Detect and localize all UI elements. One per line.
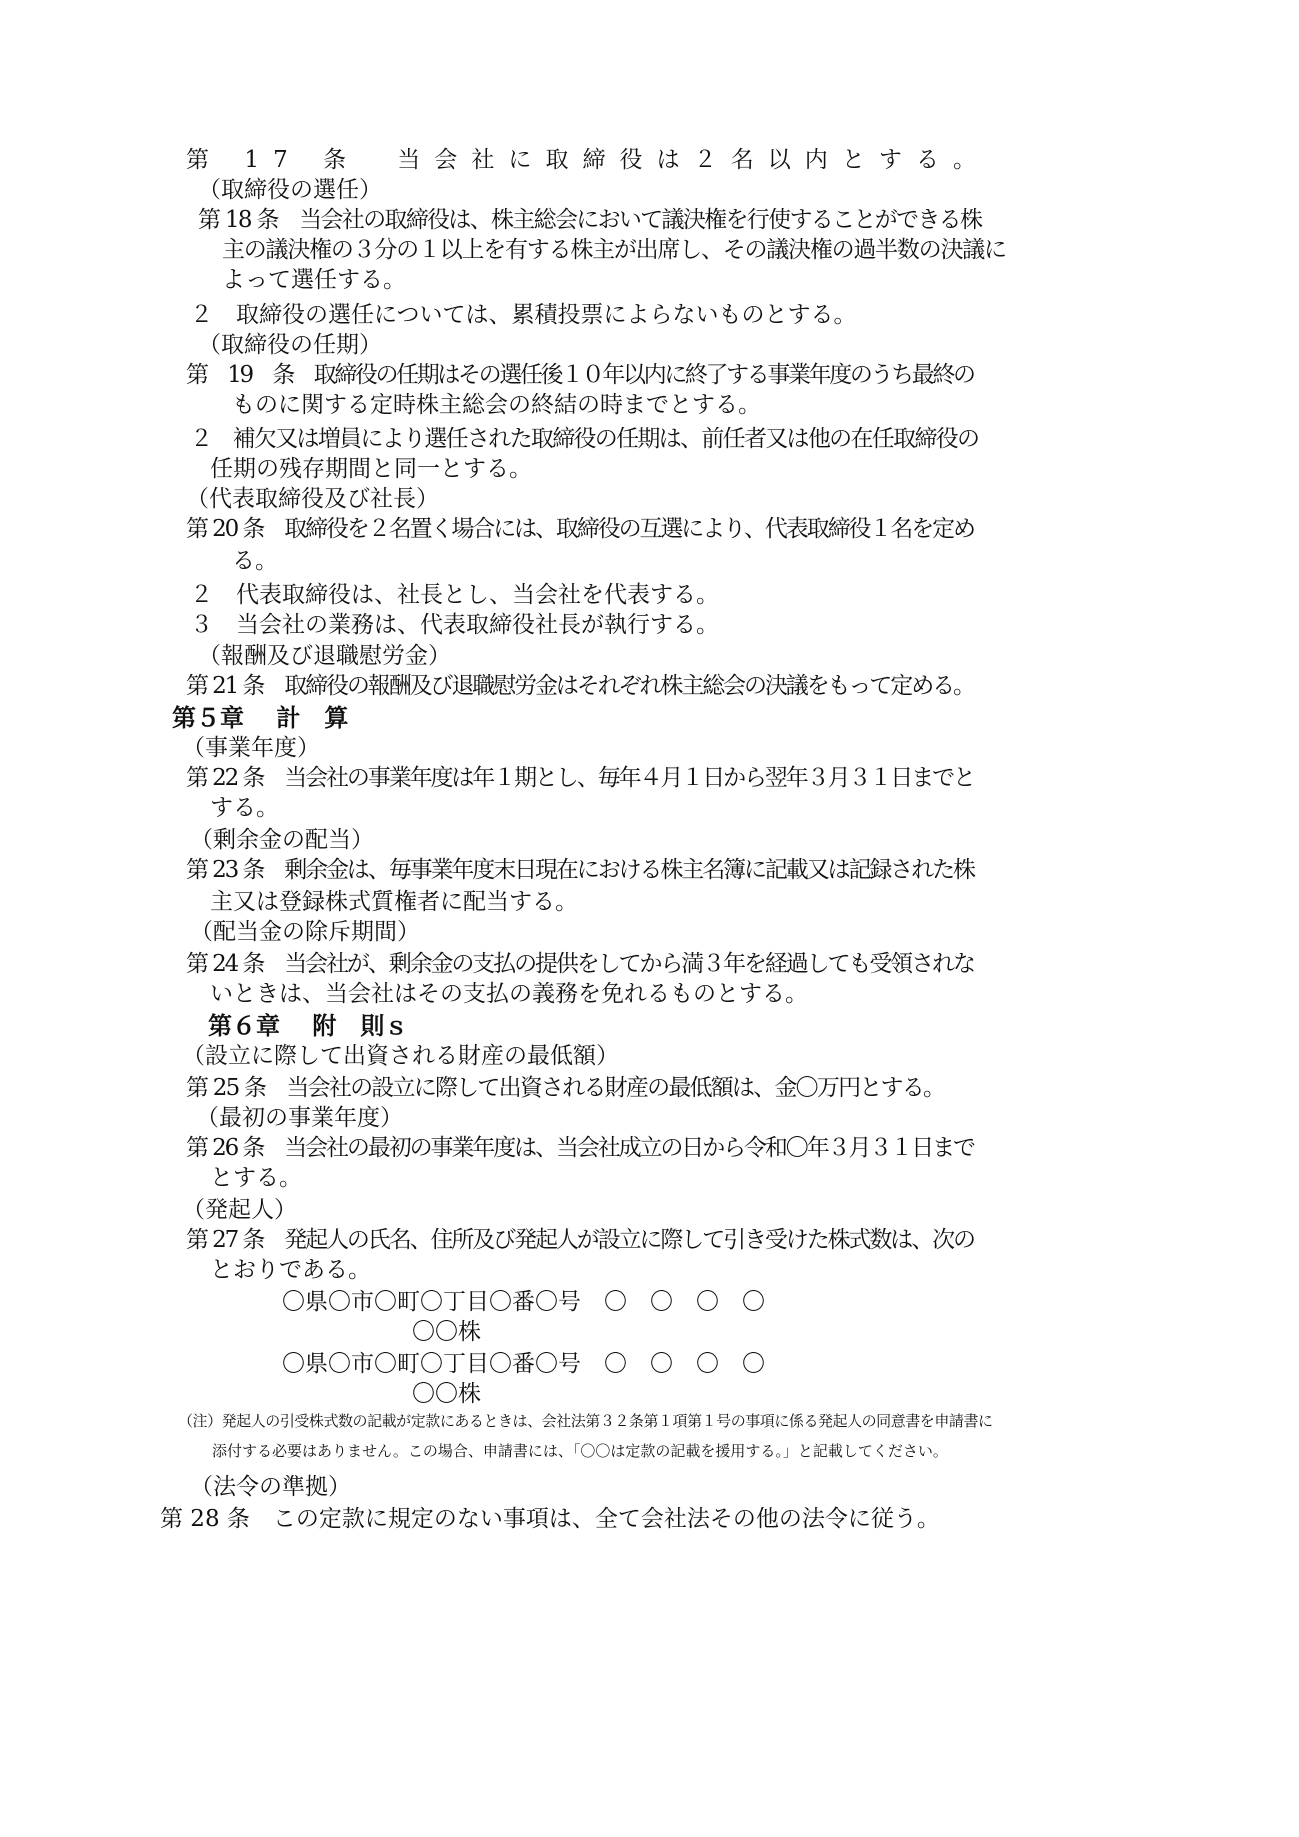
shares-line: 〇〇株 xyxy=(412,1319,481,1345)
article-line: 第 21 条 取締役の報酬及び退職慰労金はそれぞれ株主総会の決議をもって定める。 xyxy=(186,673,974,699)
chapter-line: 第５章 計 算 xyxy=(172,703,349,732)
caption-line: （発起人） xyxy=(182,1197,297,1223)
cont-line: する。 xyxy=(210,795,279,821)
article-line: 第 24 条 当会社が、剰余金の支払の提供をしてから満３年を経過しても受領されな xyxy=(186,951,974,977)
para-line: ２ 取締役の選任については、累積投票によらないものとする。 xyxy=(190,302,857,328)
article-line: 第 26 条 当会社の最初の事業年度は、当会社成立の日から令和〇年３月３１日まで xyxy=(186,1135,974,1161)
article-line: 第 28 条 この定款に規定のない事項は、全て会社法その他の法令に従う。 xyxy=(160,1506,940,1532)
caption-line: （事業年度） xyxy=(182,735,320,761)
note-line: 添付する必要はありません。この場合、申請書には、「〇〇は定款の記載を援用する。」と記載してください。 xyxy=(212,1442,948,1460)
article-line: 第 25 条 当会社の設立に際して出資される財産の最低額は、金〇万円とする。 xyxy=(186,1075,945,1101)
cont-line: とする。 xyxy=(210,1165,302,1191)
cont-line: 主又は登録株式質権者に配当する。 xyxy=(210,889,578,915)
cont-line: 主の議決権の３分の１以上を有する株主が出席し、その議決権の過半数の決議に xyxy=(222,237,1006,263)
caption-line: （配当金の除斥期間） xyxy=(190,919,420,945)
caption-line: （剰余金の配当） xyxy=(190,827,374,853)
article-line: 第 27 条 発起人の氏名、住所及び発起人が設立に際して引き受けた株式数は、次の xyxy=(186,1227,974,1253)
address-line: 〇県〇市〇町〇丁目〇番〇号 〇 〇 〇 〇 xyxy=(282,1289,765,1315)
article-line: 第 20 条 取締役を２名置く場合には、取締役の互選により、代表取締役１名を定め xyxy=(186,516,974,542)
shares-line: 〇〇株 xyxy=(412,1381,481,1407)
note-line: （注）発起人の引受株式数の記載が定款にあるときは、会社法第３２条第１項第１号の事項に係る発起人の同意書を申請書に xyxy=(178,1412,993,1430)
cont-line: いときは、当会社はその支払の義務を免れるものとする。 xyxy=(210,981,808,1007)
cont-line: とおりである。 xyxy=(210,1257,371,1283)
article-line: 第 22 条 当会社の事業年度は年１期とし、毎年４月１日から翌年３月３１日までと xyxy=(186,765,974,791)
para-line: ２ 補欠又は増員により選任された取締役の任期は、前任者又は他の在任取締役の xyxy=(190,426,979,452)
caption-line: （最初の事業年度） xyxy=(196,1105,403,1131)
cont-line: よって選任する。 xyxy=(222,267,406,293)
cont-line: る。 xyxy=(232,548,278,574)
caption-line: （取締役の任期） xyxy=(198,332,382,358)
para-line: ３ 当会社の業務は、代表取締役社長が執行する。 xyxy=(190,612,719,638)
chapter-line: 第６章 附 則ｓ xyxy=(208,1011,409,1040)
caption-line: （取締役の選任） xyxy=(198,177,382,203)
caption-line: （設立に際して出資される財産の最低額） xyxy=(182,1043,619,1069)
cont-line: 任期の残存期間と同一とする。 xyxy=(210,456,532,482)
article-line: 第 19 条 取締役の任期はその選任後１０年以内に終了する事業年度のうち最終の xyxy=(186,362,974,388)
caption-line: （代表取締役及び社長） xyxy=(186,486,439,512)
caption-line: （報酬及び退職慰労金） xyxy=(198,643,451,669)
address-line: 〇県〇市〇町〇丁目〇番〇号 〇 〇 〇 〇 xyxy=(282,1351,765,1377)
article-line: 第 17 条 当会社に取締役は２名以内とする。 xyxy=(186,147,991,173)
caption-line: （法令の準拠） xyxy=(190,1474,351,1500)
article-line: 第 23 条 剰余金は、毎事業年度末日現在における株主名簿に記載又は記録された株 xyxy=(186,857,974,883)
article-line: 第 18 条 当会社の取締役は、株主総会において議決権を行使することができる株 xyxy=(198,207,982,233)
para-line: ２ 代表取締役は、社長とし、当会社を代表する。 xyxy=(190,582,719,608)
cont-line: ものに関する定時株主総会の終結の時までとする。 xyxy=(232,392,761,418)
